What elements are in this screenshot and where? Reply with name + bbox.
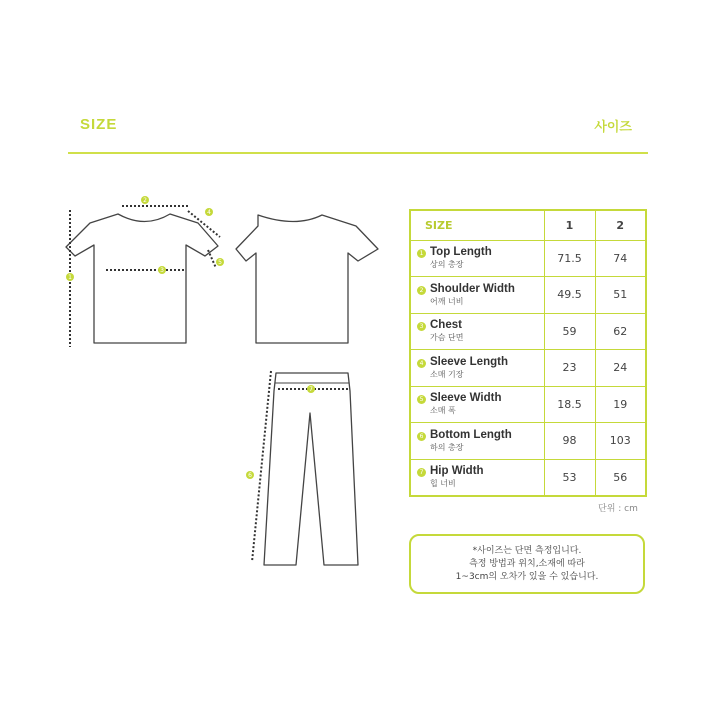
- row-label: Shoulder Width: [430, 282, 515, 295]
- table-header-size-2: 2: [595, 210, 646, 240]
- row-label: Chest: [430, 319, 462, 332]
- table-header-size-1: 1: [544, 210, 595, 240]
- row-number-badge: 7: [417, 468, 426, 477]
- cell-value: 53: [544, 459, 595, 496]
- table-row-sleeve-width: [410, 386, 646, 423]
- row-label: Sleeve Width: [430, 392, 502, 405]
- row-number-badge: 1: [417, 249, 426, 258]
- table-row-shoulder-width: [410, 277, 646, 314]
- unit-note: 단위 : cm: [598, 504, 638, 514]
- cell-value: 62: [595, 313, 646, 350]
- cell-value: 51: [595, 277, 646, 314]
- page-title-korean: 사이즈: [594, 120, 632, 135]
- notice-line: 1~3cm의 오차가 있을 수 있습니다.: [455, 571, 599, 582]
- row-label-korean: 하의 총장: [430, 442, 464, 452]
- header-divider: [68, 152, 648, 154]
- cell-value: 103: [595, 423, 646, 460]
- row-number-badge: 2: [417, 286, 426, 295]
- cell-value: 74: [595, 240, 646, 277]
- row-label: Sleeve Length: [430, 355, 508, 368]
- notice-line: *사이즈는 단면 측정입니다.: [472, 545, 582, 556]
- marker-3: [158, 266, 166, 274]
- size-table: [409, 209, 647, 497]
- svg-text:3: 3: [160, 267, 164, 274]
- table-row-chest: [410, 313, 646, 350]
- cell-value: 98: [544, 423, 595, 460]
- table-row-sleeve-length: [410, 350, 646, 387]
- cell-value: 56: [595, 459, 646, 496]
- table-row-top-length: [410, 240, 646, 277]
- bottom-length-line: [252, 371, 271, 562]
- cell-value: 19: [595, 386, 646, 423]
- svg-text:4: 4: [207, 209, 211, 216]
- pants-outline: [264, 373, 358, 565]
- svg-text:5: 5: [218, 259, 222, 266]
- marker-5: [216, 258, 224, 266]
- notice-line: 측정 방법과 위치,소재에 따라: [469, 558, 585, 569]
- row-number-badge: 5: [417, 395, 426, 404]
- row-label: Top Length: [430, 246, 492, 259]
- marker-6: [246, 471, 254, 479]
- marker-2: [141, 196, 149, 204]
- cell-value: 18.5: [544, 386, 595, 423]
- row-number-badge: 3: [417, 322, 426, 331]
- row-label-korean: 힙 너비: [430, 479, 456, 488]
- table-header-row: [410, 210, 646, 240]
- row-label-korean: 소매 폭: [430, 406, 456, 416]
- table-row-hip-width: [410, 459, 646, 496]
- marker-4: [205, 208, 213, 216]
- svg-text:6: 6: [248, 472, 252, 479]
- tshirt-front-outline: [66, 214, 218, 343]
- table-row-bottom-length: [410, 423, 646, 460]
- marker-7: [307, 385, 315, 393]
- row-number-badge: 6: [417, 432, 426, 441]
- cell-value: 49.5: [544, 277, 595, 314]
- garment-diagram: [60, 195, 390, 585]
- sleeve-length-line: [188, 211, 220, 237]
- cell-value: 59: [544, 313, 595, 350]
- cell-value: 23: [544, 350, 595, 387]
- row-number-badge: 4: [417, 359, 426, 368]
- row-label: Bottom Length: [430, 428, 512, 441]
- svg-text:2: 2: [143, 197, 147, 204]
- row-label-korean: 소매 기장: [430, 369, 464, 379]
- measurement-notice: [409, 534, 645, 594]
- tshirt-back-outline: [236, 215, 378, 343]
- cell-value: 24: [595, 350, 646, 387]
- row-label-korean: 가슴 단면: [430, 333, 464, 343]
- row-label: Hip Width: [430, 465, 484, 477]
- row-label-korean: 상의 총장: [430, 260, 464, 270]
- page-title: SIZE: [80, 116, 118, 133]
- table-header-size: SIZE: [410, 210, 544, 240]
- cell-value: 71.5: [544, 240, 595, 277]
- row-label-korean: 어깨 너비: [430, 296, 464, 306]
- marker-1: [66, 273, 74, 281]
- svg-text:7: 7: [309, 386, 313, 393]
- svg-text:1: 1: [68, 274, 72, 281]
